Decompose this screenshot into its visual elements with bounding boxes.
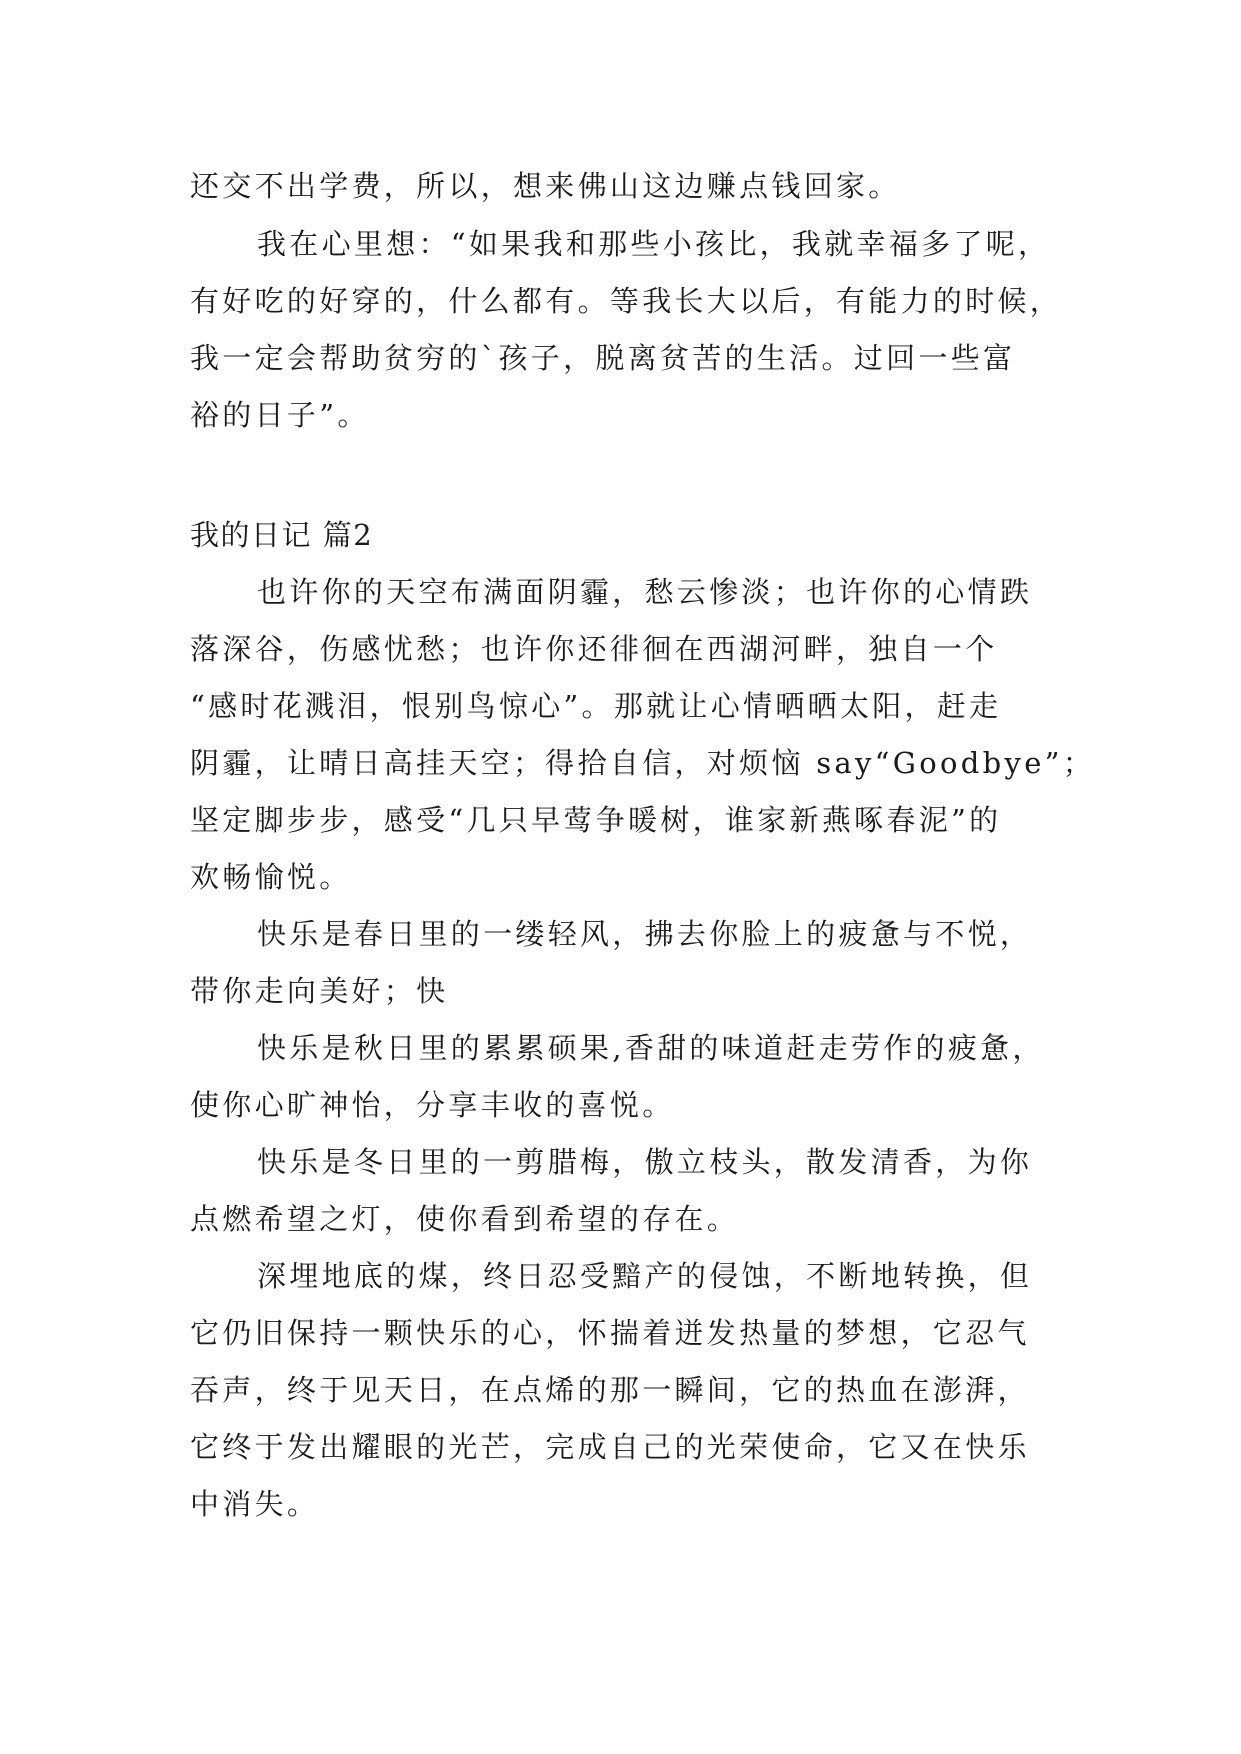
paragraph-line: 我在心里想：“如果我和那些小孩比，我就幸福多了呢， [257, 227, 1051, 261]
paragraph-line: 坚定脚步步，感受“几只早莺争暖树，谁家新燕啄春泥”的 [190, 803, 1002, 837]
paragraph-line: 使你心旷神怡，分享丰收的喜悦。 [190, 1088, 675, 1122]
paragraph-line: 快乐是秋日里的累累硕果,香甜的味道赶走劳作的疲惫， [257, 1031, 1045, 1065]
paragraph-line: 快乐是春日里的一缕轻风，拂去你脸上的疲惫与不悦， [257, 917, 1033, 951]
paragraph-line: 它终于发出耀眼的光芒，完成自己的光荣使命，它又在快乐 [190, 1430, 1030, 1464]
paragraph-line: 快乐是冬日里的一剪腊梅，傲立枝头，散发清香，为你 [257, 1145, 1033, 1179]
paragraph-line: 也许你的天空布满面阴霾，愁云惨淡；也许你的心情跌 [257, 575, 1033, 609]
paragraph-line: 还交不出学费，所以，想来佛山这边赚点钱回家。 [190, 169, 901, 203]
paragraph-line: “感时花溅泪，恨别鸟惊心”。那就让心情晒晒太阳，赶走 [190, 689, 1002, 723]
paragraph-line: 我一定会帮助贫穷的`孩子，脱离贫苦的生活。过回一些富 [190, 341, 1016, 375]
section-heading: 我的日记 篇2 [190, 518, 374, 552]
paragraph-line: 吞声，终于见天日，在点烯的那一瞬间，它的热血在澎湃， [190, 1373, 1030, 1407]
paragraph-line: 落深谷，伤感忧愁；也许你还徘徊在西湖河畔，独自一个 [190, 632, 998, 666]
paragraph-line: 中消失。 [190, 1487, 320, 1521]
paragraph-line: 阴霾，让晴日高挂天空；得拾自信，对烦恼 say“Goodbye”； [190, 746, 1096, 780]
paragraph-line: 有好吃的好穿的，什么都有。等我长大以后，有能力的时候， [190, 284, 1063, 318]
paragraph-line: 点燃希望之灯，使你看到希望的存在。 [190, 1202, 740, 1236]
paragraph-line: 深埋地底的煤，终日忍受黯产的侵蚀，不断地转换，但 [257, 1259, 1033, 1293]
paragraph-line: 欢畅愉悦。 [190, 860, 352, 894]
paragraph-line: 带你走向美好；快 [190, 974, 449, 1008]
paragraph-line: 它仍旧保持一颗快乐的心，怀揣着迸发热量的梦想，它忍气 [190, 1316, 1030, 1350]
paragraph-line: 裕的日子”。 [190, 398, 370, 432]
